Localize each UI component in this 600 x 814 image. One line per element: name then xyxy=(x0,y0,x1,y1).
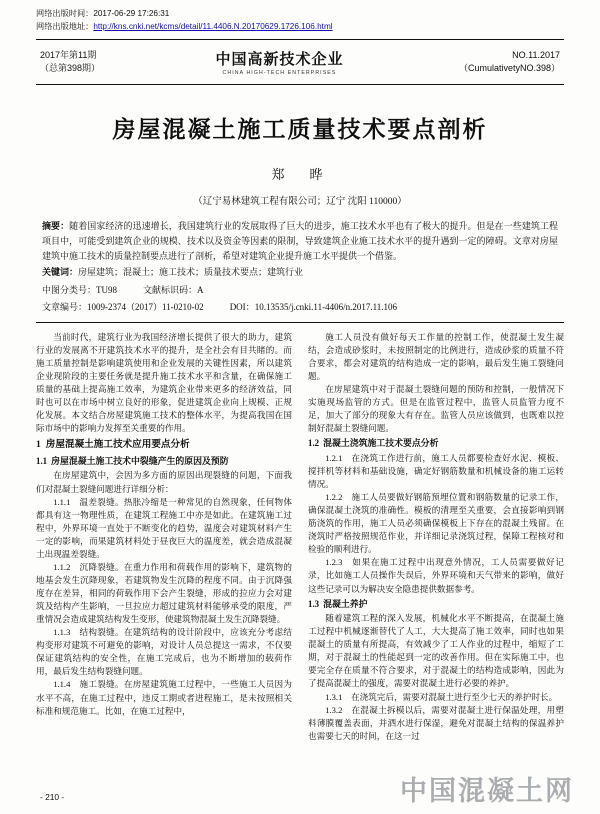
issue-number: NO.11.2017 xyxy=(512,49,560,60)
issue-cumulative-number: （CumulativetyNO.398） xyxy=(458,63,560,74)
clc-number xyxy=(42,283,117,298)
online-publish-url-link[interactable]: http://kns.cnki.net/kcms/detail/11.4406.N.20170629.1726.106.html xyxy=(93,21,333,31)
journal-name-en: CHINA HIGH-TECH ENTERPRISES xyxy=(222,70,337,77)
identifier-row xyxy=(42,300,558,315)
abstract-label: 摘要： xyxy=(42,221,70,232)
heading-number: 1.2 xyxy=(308,438,320,449)
online-publish-time-row xyxy=(36,8,564,21)
journal-name-cn: 中国高新技术企业 xyxy=(215,52,344,69)
publication-info xyxy=(36,0,564,33)
issue-info-left xyxy=(40,49,100,76)
body-paragraph: 施工人员没有做好每天工作量的控制工作，使混凝土发生凝结，会造成砂浆时，未按照制定的比例进行，造成砂浆的质量不符合要求，都会对建筑的结构造成一定的影响，最后发生施工裂缝问题。 xyxy=(308,331,564,382)
issue-info-right xyxy=(459,49,560,76)
document-code-label: 文献标识码： xyxy=(143,284,198,295)
body-paragraph: 1.1.2 沉降裂缝。在重力作用和荷载作用的影响下，建筑物的地基会发生沉降现象，若建筑物发生沉降的程度不同。由于沉降强度存在差异，相同的荷载作用下会产生裂缝，形成的拉应力会对建筑及结构产生影响，一旦拉应力超过建筑材料能够承受的限度，严重情况会造成建筑结构发生变形，使建筑物混凝土发生沉降裂缝。 xyxy=(36,561,292,625)
article-body xyxy=(36,331,564,743)
online-publish-time-value: 2017-06-29 17:26:31 xyxy=(93,9,170,18)
heading-text: 房屋混凝土施工技术中裂缝产生的原因及预防 xyxy=(51,455,229,466)
body-paragraph: 1.3.1 在浇筑完后，需要对混凝土进行至少七天的养护时长。 xyxy=(325,691,558,702)
abstract-block xyxy=(36,219,564,314)
heading-text: 混凝土养护 xyxy=(323,598,368,609)
body-paragraph: 当前时代，建筑行业为我国经济增长提供了很大的助力，建筑行业的发展离不开建筑技术水平的提升，是全社会有目共睹的。而施工质量控制是影响建筑使用和企业发展的关键性因素，所以建筑企业现阶段的主要任务就是提升施工技术水平和含量，在确保施工质量的基础上提高施工效率，为建筑企业带来更多的经济效益，同时也可以在市场中树立良好的形象，促进建筑企业向上规模、正规化发展。本文结合房屋建筑施工技术的整体水平，为提高我国在国际市场中的影响力发挥至关重要的作用。 xyxy=(36,331,292,434)
body-paragraph: 在房屋建筑中对于混凝土裂缝问题的预防和控制，一般情况下实施现场监管的方式。但是在监管过程中，监管人员监管力度不足，加大了部分的现象大有存在。监管人员应该做到，也既难以控制好混凝土裂缝问题。 xyxy=(308,384,564,434)
heading-number: 1.1 xyxy=(36,455,48,466)
section-heading xyxy=(36,438,292,453)
online-publish-time-label: 网络出版时间： xyxy=(36,9,94,18)
subsection-heading xyxy=(308,437,564,451)
article-id xyxy=(42,300,204,315)
heading-text: 房屋混凝土施工技术应用要点分析 xyxy=(45,439,190,451)
keywords-row xyxy=(42,265,558,280)
issue-year: 2017年第11期 xyxy=(40,49,97,60)
subsection-heading xyxy=(36,455,292,469)
heading-number: 1.3 xyxy=(308,598,320,609)
online-publish-url-row xyxy=(36,21,564,34)
body-paragraph: 1.1.1 温差裂缝。热胀冷缩是一种常见的自然现象，任何物体都具有这一物理性质，在建筑工程施工中亦是如此。在建筑施工过程中，外界环境一直处于不断变化的趋势，温度会对建筑材料产生一定的影响，而果建筑材料处于昼夜巨大的温度差，就会造成混凝土出现温差裂缝。 xyxy=(36,496,292,559)
issue-cumulative: （总第398期） xyxy=(40,63,101,74)
body-paragraph: 1.3.2 在混凝土拆模以后，需要对混凝土进行保温处理，用塑料薄膜覆盖表面，并洒水进行保湿，避免对混凝土结构的保温养护也需要七天的时间，在这一过 xyxy=(308,704,564,741)
body-paragraph: 1.2.1 在浇筑工作进行前，施工人员都要检查好水泥、模板、搅拌机等材料和基础设施，确定好钢筋数量和机械设备的施工运转情况。 xyxy=(308,452,564,490)
section-divider xyxy=(36,322,564,323)
body-paragraph: 1.1.4 施工裂缝。在房屋建筑施工过程中，一些施工人员因为水平不高，在施工过程中，违反工期或者进程施工，是未按照相关标准和规范施工。比如，在施工过程中， xyxy=(36,679,292,716)
abstract-paragraph xyxy=(42,219,558,263)
doi xyxy=(230,300,397,315)
author-affiliation: （辽宁易林建筑工程有限公司；辽宁 沈阳 110000） xyxy=(193,197,407,208)
body-column-right xyxy=(308,331,564,743)
journal-header-band xyxy=(36,39,564,85)
classification-row xyxy=(42,283,558,298)
doi-value: 10.13535/j.cnki.11-4406/n.2017.11.106 xyxy=(254,302,398,313)
clc-label: 中图分类号： xyxy=(42,284,97,295)
article-id-value: 1009-2374（2017）11-0210-02 xyxy=(87,302,204,313)
subsection-heading xyxy=(308,598,564,612)
article-author: 郑 晔 xyxy=(271,167,329,183)
journal-name xyxy=(100,48,459,76)
watermark: 中国混凝土网 xyxy=(400,776,574,806)
keywords-label: 关键词： xyxy=(42,267,79,278)
body-paragraph: 在房屋建筑中，会因为多方面的原因出现裂缝的问题，下面我们对混凝土裂缝问题进行详细分析： xyxy=(36,470,292,494)
abstract-text: 随着国家经济的迅速增长，我国建筑行业的发展取得了巨大的进步，施工技术水平也有了极大的提升。但是在一些建筑工程项目中，可能受到建筑企业的规模、技术以及资金等因素的限制，导致建筑企业施工技术水平的提升遇到一定的障碍。文章对房屋建筑中施工技术的质量控制要点进行了剖析，希望对建筑企业提升施工水平提供一个借鉴。 xyxy=(42,221,558,261)
heading-number: 1 xyxy=(36,439,41,451)
body-column-left xyxy=(36,331,292,743)
article-title: 房屋混凝土施工质量技术要点剖析 xyxy=(112,117,488,143)
article-id-label: 文章编号： xyxy=(42,302,88,313)
page-number: - 210 - xyxy=(40,792,65,802)
body-paragraph: 随着建筑工程的深入发展，机械化水平不断提高，在混凝土施工过程中机械逐渐替代了人工，大大提高了施工效率，同时也如果混凝土的质量有所提高，有效减少了工人作业的过程中，缩短了工期，对于混凝土的性能起到一定的改善作用。但在实际施工中，也要完全存在质量不符合要求，对于混凝土的结构造成影响，因此为了提高混凝土的强度，需要对混凝土进行必要的养护。 xyxy=(308,613,564,689)
document-code-value: A xyxy=(197,284,204,295)
online-publish-url-label: 网络出版地址： xyxy=(36,21,94,31)
heading-text: 混凝土浇筑施工技术要点分析 xyxy=(323,438,439,449)
document-code xyxy=(143,283,204,298)
body-paragraph: 1.2.3 如果在施工过程中出现意外情况，工人员需要做好记录，比如施工人员操作失误后，外界环境和天气带来的影响，做好这些记录可以为解决安全隐患提供数据参考。 xyxy=(308,557,564,594)
keywords-text: 房屋建筑；混凝土；施工技术；质量技术要点；建筑行业 xyxy=(78,267,304,278)
body-paragraph: 1.2.2 施工人员要做好钢筋预埋位置和钢筋数量的记录工作，确保混凝土浇筑的准确性。模板的清理至关重要，会直接影响到钢筋浇筑的作用，施工人员必须确保模板上下存在的混凝土残留。在浇筑时严格按照规范作业，并详细记录浇筑过程，保障工程核对和检验的顺利进行。 xyxy=(308,492,564,555)
clc-value: TU98 xyxy=(96,284,118,295)
body-paragraph: 1.1.3 结构裂缝。在建筑结构的设计阶段中，应该充分考虑结构变形对建筑不可避免的影响，对设计人员总提这一需求，不仅要保证建筑结构的安全性，在施工完成后，也为不断增加的载荷作用，最后发生结构裂缝问题。 xyxy=(36,627,292,677)
doi-label: DOI： xyxy=(229,302,255,313)
